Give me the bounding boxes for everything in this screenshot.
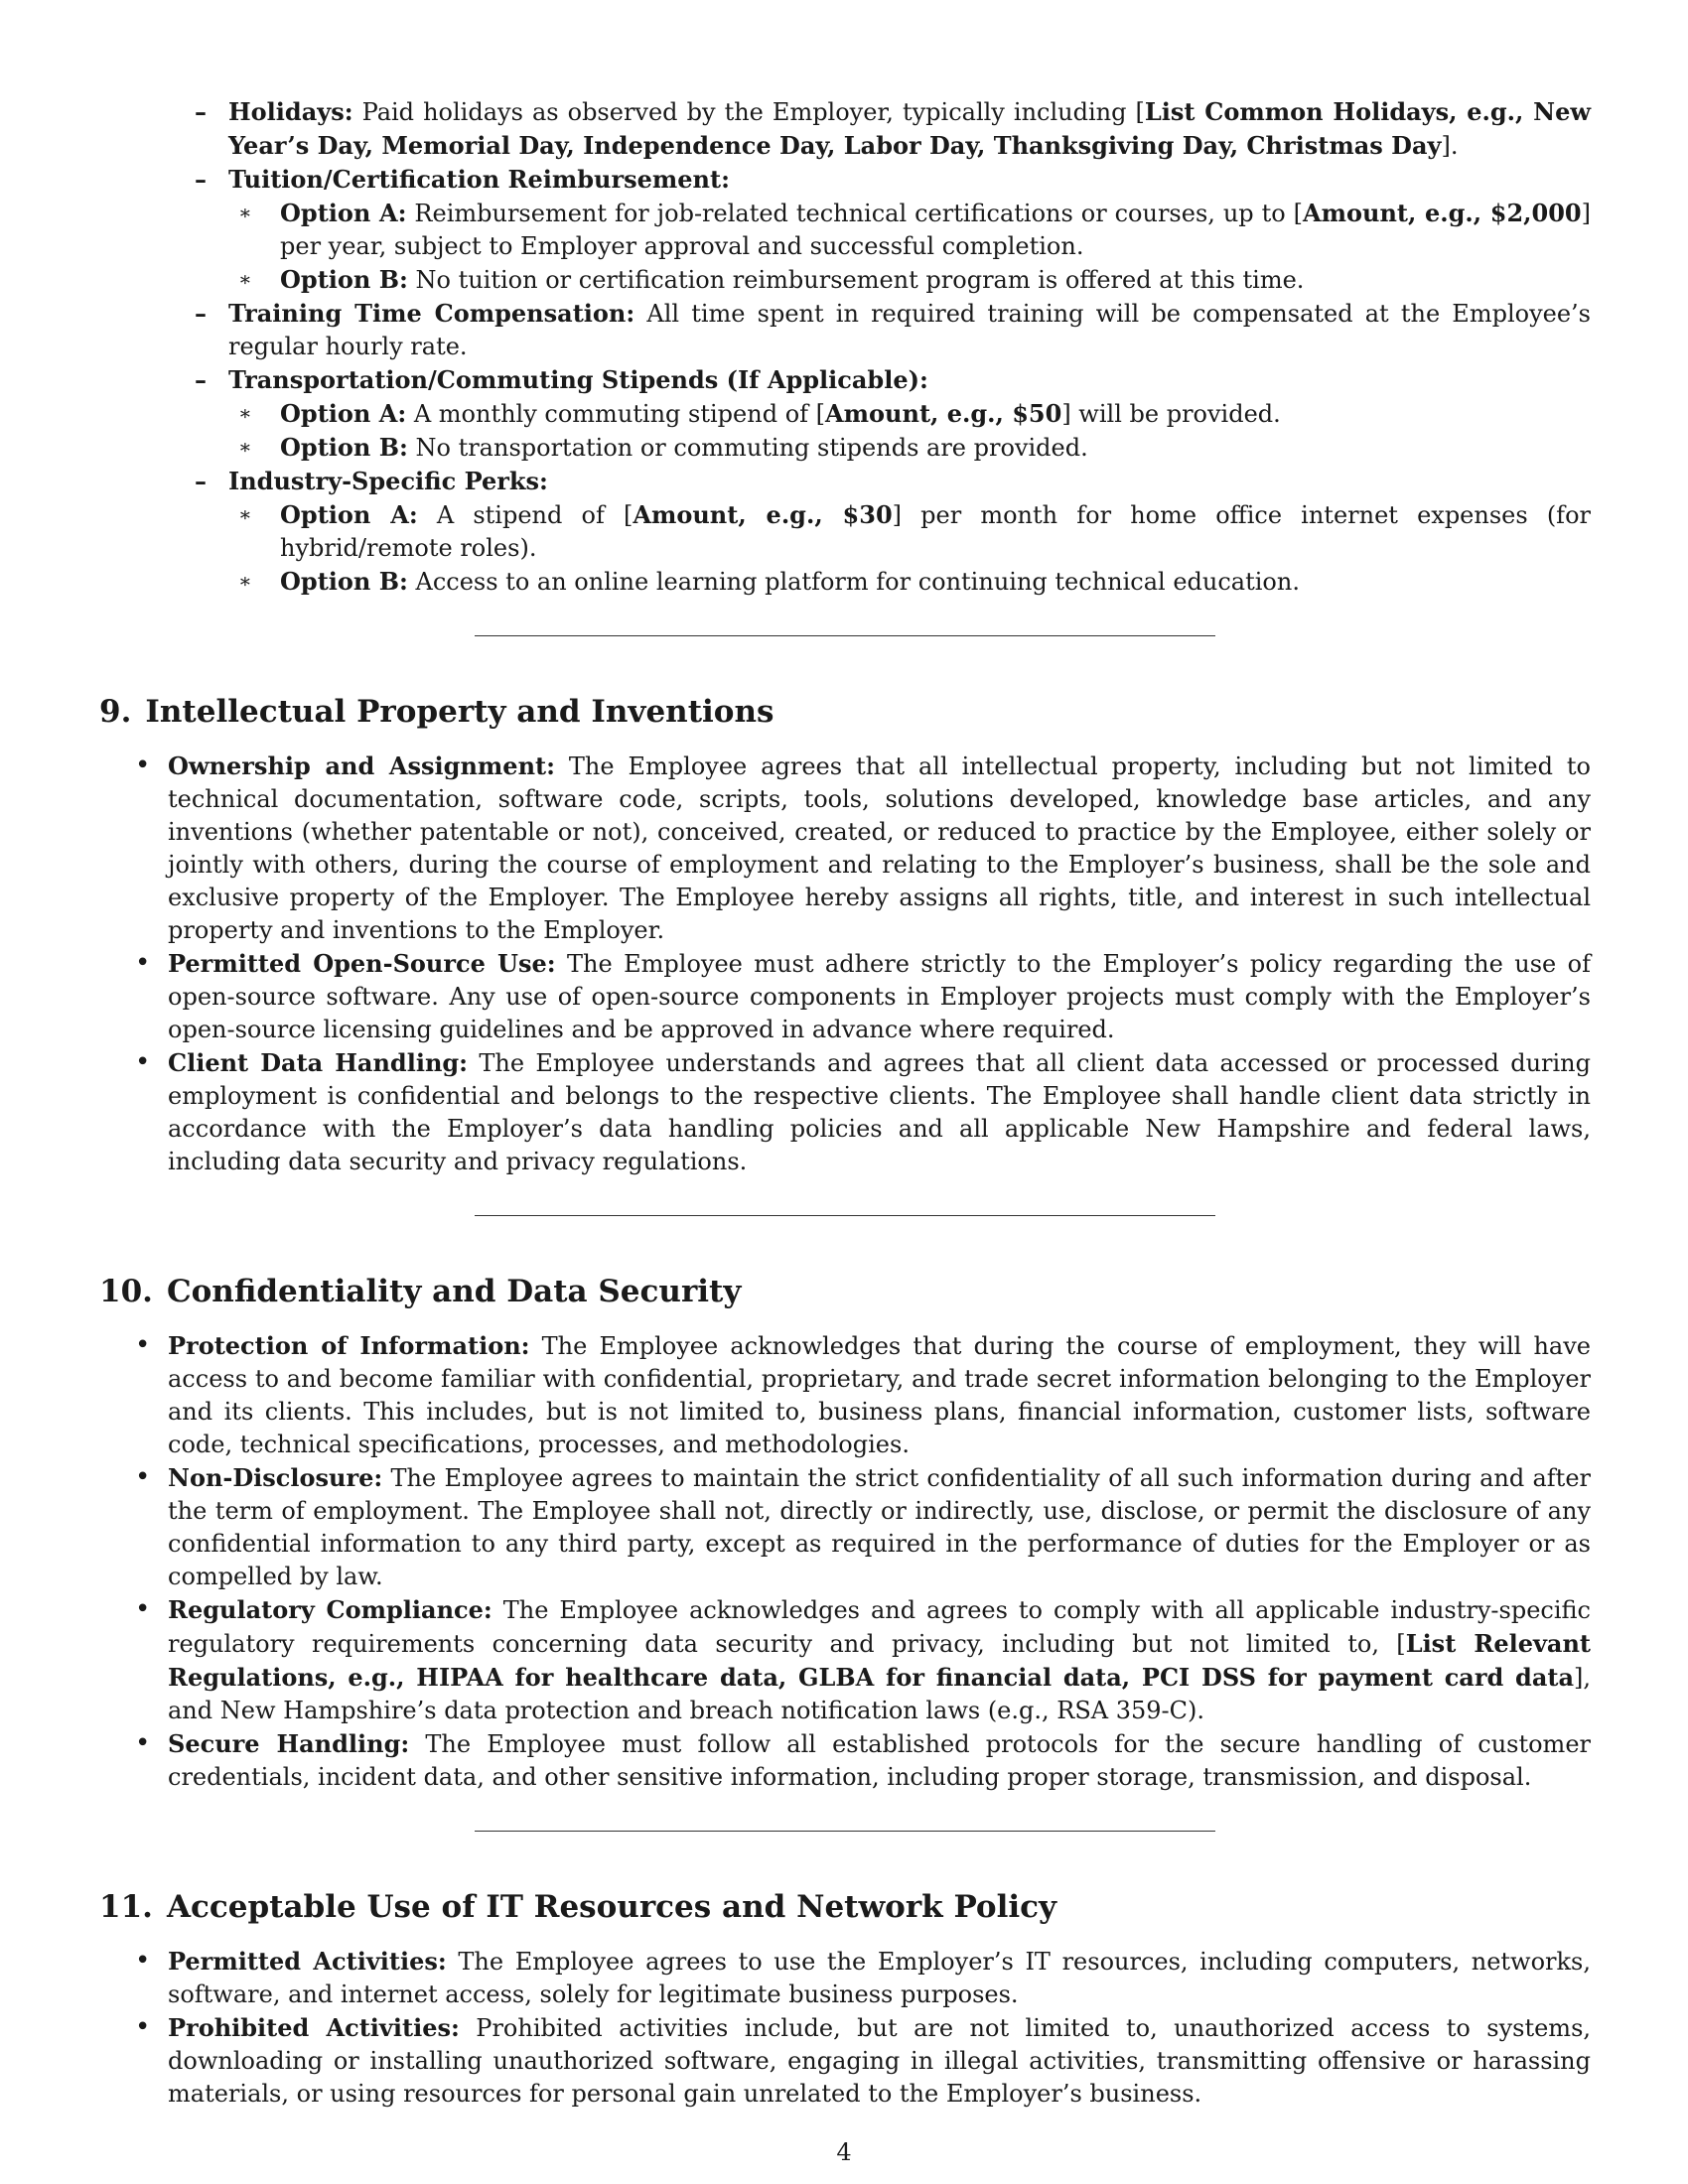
list-item [99,1461,1591,1593]
dash-marker: – [195,165,207,194]
section-heading-11 [99,1887,1591,1927]
option-label: Option A: [280,500,418,529]
bullet-marker: • [135,1462,151,1492]
option-item [228,565,1591,599]
list-item [99,1593,1591,1727]
item-text: The Employee agrees that all intellectual property, including but not limited to technical documentation, software code, scripts, tools, solutions developed, knowledge base articles, and any inventions (whether patentable or not), conceived, created, or reduced to practice by the Employee, either solely or jointly with others, during the course of employment and relating to the Employer’s business, shall be the sole and exclusive property of the Employer. The Employee hereby assigns all rights, title, and interest in such intellectual property and inventions to the Employer. [168,752,1591,944]
section-heading-10 [99,1272,1591,1311]
option-text: A stipend of [ [417,501,633,529]
section-number: 9. [99,694,132,730]
option-placeholder: Amount, e.g., $50 [825,399,1062,428]
item-text: The Employee acknowledges that during the course of employment, they will have access to and become familiar with confidential, proprietary, and trade secret information belonging to the Employer and its clients. This includes, but is not limited to, business plans, financial information, customer lists, software code, technical specifications, processes, and methodologies. [168,1332,1591,1458]
bullet-marker: • [135,2012,151,2042]
item-label: Permitted Open-Source Use: [168,949,556,978]
item-label: Transportation/Commuting Stipends (If Applicable): [228,365,928,394]
page-number: 4 [836,2138,852,2166]
option-item [228,397,1591,431]
item-label: Holidays: [228,97,353,126]
option-item [228,263,1591,297]
bullet-marker: • [135,1594,151,1624]
asterisk-marker: ∗ [238,201,252,224]
asterisk-marker: ∗ [238,569,252,593]
item-label: Prohibited Activities: [168,2013,460,2042]
option-label: Option B: [280,265,408,294]
option-text: Reimbursement for job-related technical certifications or courses, up to [ [406,200,1303,227]
item-label: Tuition/Certification Reimbursement: [228,165,730,194]
list-item [99,1945,1591,2011]
item-text: All time spent in required training will be compensated at the Employee’s regular hourly rate. [228,300,1591,360]
section-11-list [99,1945,1591,2111]
item-placeholder: List Common Holidays, e.g., New Year’s Day, Memorial Day, Independence Day, Labor Day, Thanksgiving Day, Christmas Day [228,97,1591,160]
item-label: Permitted Activities: [168,1947,447,1976]
option-label: Option A: [280,199,407,227]
section-divider [475,1215,1215,1216]
option-text: No tuition or certification reimbursement program is offered at this time. [407,266,1305,294]
item-text: The Employee acknowledges and agrees to comply with all applicable industry-specific regulatory requirements concerning data security and privacy, including but not limited to, [ [168,1596,1591,1658]
option-list [99,397,1591,465]
item-text: The Employee must adhere strictly to the Employer’s policy regarding the use of open-source software. Any use of open-source components in Employer projects must comply with the Employer’s open-source licensing guidelines and be approved in advance where required. [168,950,1591,1043]
option-item [228,498,1591,565]
list-item [99,947,1591,1046]
dash-marker: – [195,299,207,328]
option-text-after: ] per month for home office internet expenses (for hybrid/remote roles). [280,501,1591,562]
option-list [99,498,1591,599]
document-page [99,95,1591,2111]
item-text: The Employee agrees to maintain the strict confidentiality of all such information during and after the term of employment. The Employee shall not, directly or indirectly, use, disclose, or permit the disclosure of any confidential information to any third party, except as required in the performance of duties for the Employer or as compelled by law. [168,1464,1591,1590]
list-item [99,2011,1591,2111]
list-item [99,1329,1591,1461]
item-text: Prohibited activities include, but are not limited to, unauthorized access to systems, downloading or installing unauthorized software, engaging in illegal activities, transmitting offensive or harassing materials, or using resources for personal gain unrelated to the Employer’s business. [168,2014,1592,2108]
benefit-transportation [99,363,1591,465]
option-item [228,431,1591,465]
list-item [99,750,1591,947]
benefit-tuition [99,163,1591,297]
section-title: Intellectual Property and Inventions [145,694,774,730]
option-label: Option B: [280,567,408,596]
option-text: Access to an online learning platform for continuing technical education. [407,568,1300,596]
option-placeholder: Amount, e.g., $30 [633,500,893,529]
section-10-list [99,1329,1591,1794]
section-divider [475,1831,1215,1832]
list-item [99,1727,1591,1794]
asterisk-marker: ∗ [238,267,252,291]
option-text: A monthly commuting stipend of [ [406,400,826,428]
item-label: Client Data Handling: [168,1048,469,1077]
bullet-marker: • [135,1330,151,1360]
bullet-marker: • [135,1946,151,1976]
item-label: Secure Handling: [168,1729,410,1758]
item-placeholder: List Relevant Regulations, e.g., HIPAA for healthcare data, GLBA for financial data, PCI DSS for payment card data [168,1629,1592,1692]
option-item [228,197,1591,263]
item-label: Industry-Specific Perks: [228,467,548,495]
option-placeholder: Amount, e.g., $2,000 [1302,199,1582,227]
option-text: No transportation or commuting stipends are provided. [407,434,1088,462]
section-divider [475,635,1215,636]
item-text: The Employee understands and agrees that all client data accessed or processed during employment is confidential and belongs to the respective clients. The Employee shall handle client data strictly in accordance with the Employer’s data handling policies and all applicable New Hampshire and federal laws, including data security and privacy regulations. [168,1049,1591,1175]
benefit-training-time [99,297,1591,363]
list-item [99,1046,1591,1178]
item-label: Protection of Information: [168,1331,530,1360]
item-label: Non-Disclosure: [168,1463,383,1492]
item-text-after: ]. [1441,132,1459,160]
option-text-after: ] per year, subject to Employer approval and successful completion. [280,200,1592,260]
section-title: Confidentiality and Data Security [166,1274,742,1309]
section-number: 11. [99,1889,153,1925]
section-title: Acceptable Use of IT Resources and Network Policy [166,1889,1057,1925]
option-label: Option A: [280,399,407,428]
item-text: The Employee must follow all established protocols for the secure handling of customer credentials, incident data, and other sensitive information, including proper storage, transmission, and disposal. [168,1730,1591,1791]
option-list [99,197,1591,297]
item-text-after: ], and New Hampshire’s data protection and breach notification laws (e.g., RSA 359-C). [168,1664,1591,1724]
dash-marker: – [195,467,207,495]
item-text: The Employee agrees to use the Employer’s IT resources, including computers, networks, software, and internet access, solely for legitimate business purposes. [168,1948,1592,2008]
section-number: 10. [99,1274,153,1309]
option-text-after: ] will be provided. [1061,400,1281,428]
item-text: Paid holidays as observed by the Employer, typically including [ [352,98,1145,126]
benefits-list [99,95,1591,599]
section-heading-9 [99,692,1591,732]
section-9-list [99,750,1591,1178]
bullet-marker: • [135,948,151,978]
asterisk-marker: ∗ [238,502,252,526]
asterisk-marker: ∗ [238,435,252,459]
benefit-holidays [99,95,1591,163]
item-label: Ownership and Assignment: [168,751,555,780]
bullet-marker: • [135,1047,151,1077]
item-label: Training Time Compensation: [228,299,635,328]
dash-marker: – [195,365,207,394]
dash-marker: – [195,97,207,126]
option-label: Option B: [280,433,408,462]
asterisk-marker: ∗ [238,401,252,425]
item-label: Regulatory Compliance: [168,1595,492,1624]
benefit-industry-perks [99,465,1591,599]
bullet-marker: • [135,751,151,780]
bullet-marker: • [135,1728,151,1758]
